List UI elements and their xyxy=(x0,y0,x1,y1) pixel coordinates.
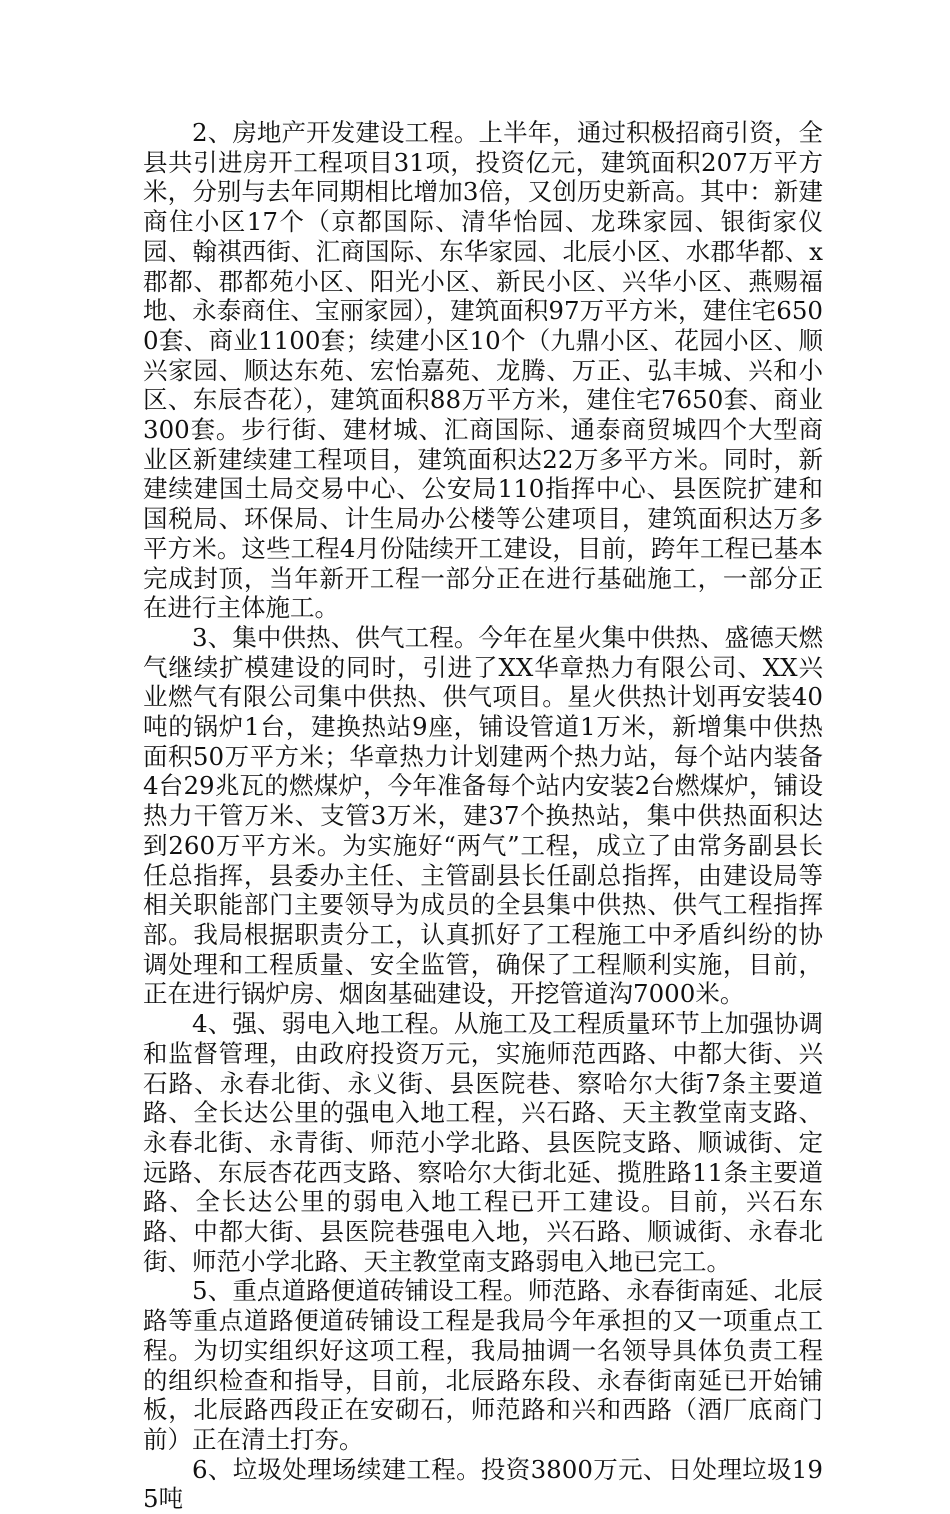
paragraph-sidewalk-paving: 5、重点道路便道砖铺设工程。师范路、永春街南延、北辰路等重点道路便道砖铺设工程是我局今年承担的又一项重点工程。为切实组织好这项工程，我局抽调一名领导具体负责工程的组织检查和指导，目前，北辰路东段、永春街南延已开始铺板，北辰路西段正在安砌石，师范路和兴和西路（酒厂底商门前）正在清土打夯。 xyxy=(143,1276,823,1454)
paragraph-heating-gas: 3、集中供热、供气工程。今年在星火集中供热、盛德天燃气继续扩模建设的同时，引进了XX华章热力有限公司、XX兴业燃气有限公司集中供热、供气项目。星火供热计划再安装40吨的锅炉1台，建换热站9座，铺设管道1万米，新增集中供热面积50万平方米；华章热力计划建两个热力站，每个站内装备4台29兆瓦的燃煤炉，今年准备每个站内安装2台燃煤炉，铺设热力干管万米、支管3万米，建37个换热站，集中供热面积达到260万平方米。为实施好“两气”工程，成立了由常务副县长任总指挥，县委办主任、主管副县长任副总指挥，由建设局等相关职能部门主要领导为成员的全县集中供热、供气工程指挥部。我局根据职责分工，认真抓好了工程施工中矛盾纠纷的协调处理和工程质量、安全监管，确保了工程顺利实施，目前，正在进行锅炉房、烟囱基础建设，开挖管道沟7000米。 xyxy=(143,622,823,1009)
paragraph-garbage-plant: 6、垃圾处理场续建工程。投资3800万元、日处理垃圾195吨 xyxy=(143,1454,823,1514)
paragraph-power-underground: 4、强、弱电入地工程。从施工及工程质量环节上加强协调和监督管理，由政府投资万元，实施师范西路、中都大街、兴石路、永春北街、永义街、县医院巷、察哈尔大街7条主要道路、全长达公里的强电入地工程，兴石路、天主教堂南支路、永春北街、永青街、师范小学北路、县医院支路、顺诚街、定远路、东辰杏花西支路、察哈尔大街北延、揽胜路11条主要道路、全长达公里的弱电入地工程已开工建设。目前，兴石东路、中都大街、县医院巷强电入地，兴石路、顺诚街、永春北街、师范小学北路、天主教堂南支路弱电入地已完工。 xyxy=(143,1009,823,1276)
paragraph-real-estate: 2、房地产开发建设工程。上半年，通过积极招商引资，全县共引进房开工程项目31项，投资亿元，建筑面积207万平方米，分别与去年同期相比增加3倍，又创历史新高。其中：新建商住小区17个（京都国际、清华怡园、龙珠家园、银街家仪园、翰祺西街、汇商国际、东华家园、北辰小区、水郡华都、x郡都、郡都苑小区、阳光小区、新民小区、兴华小区、燕赐福地、永泰商住、宝丽家园），建筑面积97万平方米，建住宅6500套、商业1100套；续建小区10个（九鼎小区、花园小区、顺兴家园、顺达东苑、宏怡嘉苑、龙腾、万正、弘丰城、兴和小区、东辰杏花），建筑面积88万平方米，建住宅7650套、商业300套。步行街、建材城、汇商国际、通泰商贸城四个大型商业区新建续建工程项目，建筑面积达22万多平方米。同时，新建续建国土局交易中心、公安局110指挥中心、县医院扩建和国税局、环保局、计生局办公楼等公建项目，建筑面积达万多平方米。这些工程4月份陆续开工建设，目前，跨年工程已基本完成封顶，当年新开工程一部分正在进行基础施工，一部分正在进行主体施工。 xyxy=(143,118,823,623)
document-body xyxy=(143,118,823,1514)
